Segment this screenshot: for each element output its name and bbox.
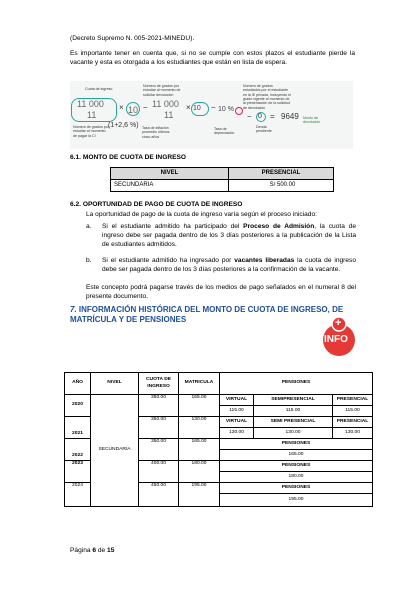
hist-2023-anio: 2023: [65, 461, 91, 483]
hist-2024-anio: 2024: [65, 483, 91, 507]
item-a-post: , la cuota de ingreso debe ser pagada dentro de los 3 días posteriores a la publicación de la Lista de estudiantes admitidos.: [102, 223, 356, 248]
hist-2020-v-semi: 115.00: [254, 406, 333, 417]
hist-2024-cuota: 450.00: [139, 483, 179, 507]
section-6-1-title: 6.1. MONTO DE CUOTA DE INGRESO: [70, 154, 187, 161]
formula-inflacion-label: Tasa de inflación promedio últimos cinco años: [142, 126, 170, 139]
hist-2023-matricula: 180.00: [179, 461, 220, 483]
intro-paragraph: Es importante tener en cuenta que, si no se cumple con estos plazos el estudiante pierde la vacante y esta es otorgada a los estudiantes que están en lista de espera.: [70, 50, 355, 66]
hist-2023-cuota: 400.00: [139, 461, 179, 483]
hist-2021-h-presencial: PRESENCIAL: [333, 417, 373, 428]
formula-times-2: ×: [186, 103, 191, 112]
hist-2021-h-virtual: VIRTUAL: [220, 417, 254, 428]
item-b-letter: b.: [86, 257, 92, 264]
footer-mid: de: [96, 547, 108, 554]
section-6-2-intro: La oportunidad de pago de la cuota de ingreso varía según el proceso iniciado:: [86, 211, 317, 218]
formula-mult: (1+2,6 %): [108, 122, 139, 129]
formula-right-label: Número de grados estudiados por el estudiante en la IE privada, incluyendo el grado vigente al momento de la presentación de la solicitud de devolución: [243, 84, 291, 110]
formula-circle-4: [235, 107, 243, 115]
hist-2024-h: PENSIONES: [220, 483, 373, 494]
cuota-ingreso-table: [110, 167, 334, 192]
formula-result-label: Monto de devolución: [303, 116, 321, 125]
item-b-pre: Si el estudiante admitido ha ingresado por: [102, 257, 235, 264]
page-footer: [70, 547, 114, 556]
hist-2023-h: PENSIONES: [220, 461, 373, 472]
hist-2022-cuota: 350.00: [139, 439, 179, 461]
hist-2021-cuota: 350.00: [139, 417, 179, 439]
formula-pct: 10 %: [218, 106, 234, 113]
formula-times-1: ×: [119, 103, 124, 112]
formula-minus-1: −: [143, 103, 148, 112]
hist-header-cuota: CUOTA DE INGRESO: [139, 373, 179, 395]
item-a-letter: a.: [86, 223, 92, 230]
formula-mid-label: Número de grados por estudiar al momento de solicitar devolución: [143, 84, 181, 97]
item-b-bold: vacantes liberadas: [234, 257, 295, 264]
item-a-pre: Si el estudiante admitido ha participado del: [102, 223, 244, 230]
item-a-text: [102, 223, 356, 250]
item-b-text: [102, 257, 356, 275]
section-6-2-title: 6.2. OPORTUNIDAD DE PAGO DE CUOTA DE INGRESO: [70, 201, 243, 208]
hist-header-matricula: MATRICULA: [179, 373, 220, 395]
hist-2024-v: 195.00: [220, 494, 373, 507]
refund-formula-image: [70, 81, 353, 149]
hist-2020-h-presencial: PRESENCIAL: [333, 395, 373, 406]
decree-reference: (Decreto Supremo N. 005-2021-MINEDU).: [70, 35, 195, 42]
hist-2020-h-semi: SEMIPRESENCIAL: [254, 395, 333, 406]
hist-2024-matricula: 195.00: [179, 483, 220, 507]
formula-n1: 11 000: [77, 99, 104, 109]
hist-2022-h: PENSIONES: [220, 439, 373, 450]
hist-2022-v: 165.00: [220, 450, 373, 461]
hist-2021-matricula: 130.00: [179, 417, 220, 439]
formula-deuda-label: Deuda pendiente: [256, 125, 272, 134]
formula-equals: =: [270, 112, 275, 121]
hist-header-pensiones: PENSIONES: [220, 373, 373, 395]
formula-n3: 11 000: [152, 99, 179, 109]
section-7-title: [70, 305, 360, 326]
formula-cuota-label: Cuota de ingreso: [85, 87, 113, 91]
hist-2023-v: 180.00: [220, 472, 373, 483]
footer-page: 6: [92, 547, 97, 554]
formula-minus-3: −: [247, 112, 252, 121]
hist-2020-v-virtual: 115.00: [220, 406, 254, 417]
formula-result: 9649: [281, 112, 299, 121]
formula-d3: 11: [164, 110, 174, 120]
badge-text: INFO: [324, 334, 348, 345]
info-badge-icon: [319, 316, 359, 356]
hist-2020-matricula: 165.00: [179, 395, 220, 417]
hist-2021-anio: 2021: [65, 417, 91, 439]
cuota-cell-nivel: SECUNDARIA: [111, 180, 229, 192]
payment-note: Este concepto podrá pagarse través de los medios de pago señalados en el numeral 8 del presente documento.: [86, 284, 356, 300]
hist-2021-h-semi: SEMI PRESENCIAL: [254, 417, 333, 428]
formula-d1: 11: [87, 110, 97, 120]
hist-2020-h-virtual: VIRTUAL: [220, 395, 254, 406]
hist-2022-matricula: 165.00: [179, 439, 220, 461]
formula-result-small: 0: [258, 113, 262, 120]
cuota-cell-amount: S/ 500.00: [229, 180, 334, 192]
hist-2022-anio: 2022: [65, 439, 91, 461]
formula-minus-2: −: [211, 103, 216, 112]
hist-header-anio: AÑO: [65, 373, 91, 395]
formula-n4: 10: [193, 105, 201, 112]
footer-pre: Página: [70, 547, 93, 554]
item-b-post: la cuota de ingreso debe ser pagada dentro de los 3 días posteriores a la confirmación de la vacante.: [102, 257, 357, 273]
section-7-text: INFORMACIÓN HISTÓRICA DEL MONTO DE CUOTA DE INGRESO, DE MATRÍCULA Y DE PENSIONES: [70, 305, 344, 325]
badge-plus: +: [335, 317, 342, 329]
formula-grados-label: Número de grados por estudiar al momento de pagar la CI: [73, 125, 109, 138]
hist-2020-v-presencial: 115.00: [333, 406, 373, 417]
formula-tasa-label: Tasa de depreciación: [214, 127, 235, 136]
hist-nivel: SECUNDARIA: [91, 395, 139, 507]
formula-n2: 10: [128, 105, 139, 115]
cuota-header-presencial: PRESENCIAL: [229, 168, 334, 180]
item-a-bold: Proceso de Admisión: [243, 223, 315, 230]
hist-2021-v-presencial: 130.00: [333, 428, 373, 439]
hist-2021-v-virtual: 130.00: [220, 428, 254, 439]
cuota-header-nivel: NIVEL: [111, 168, 229, 180]
historical-fees-table: [64, 372, 373, 507]
hist-header-nivel: NIVEL: [91, 373, 139, 395]
hist-2020-anio: 2020: [65, 395, 91, 417]
hist-2021-v-semi: 130.00: [254, 428, 333, 439]
hist-2020-cuota: 350.00: [139, 395, 179, 417]
section-7-number: 7.: [70, 305, 77, 314]
footer-total: 15: [107, 547, 115, 554]
